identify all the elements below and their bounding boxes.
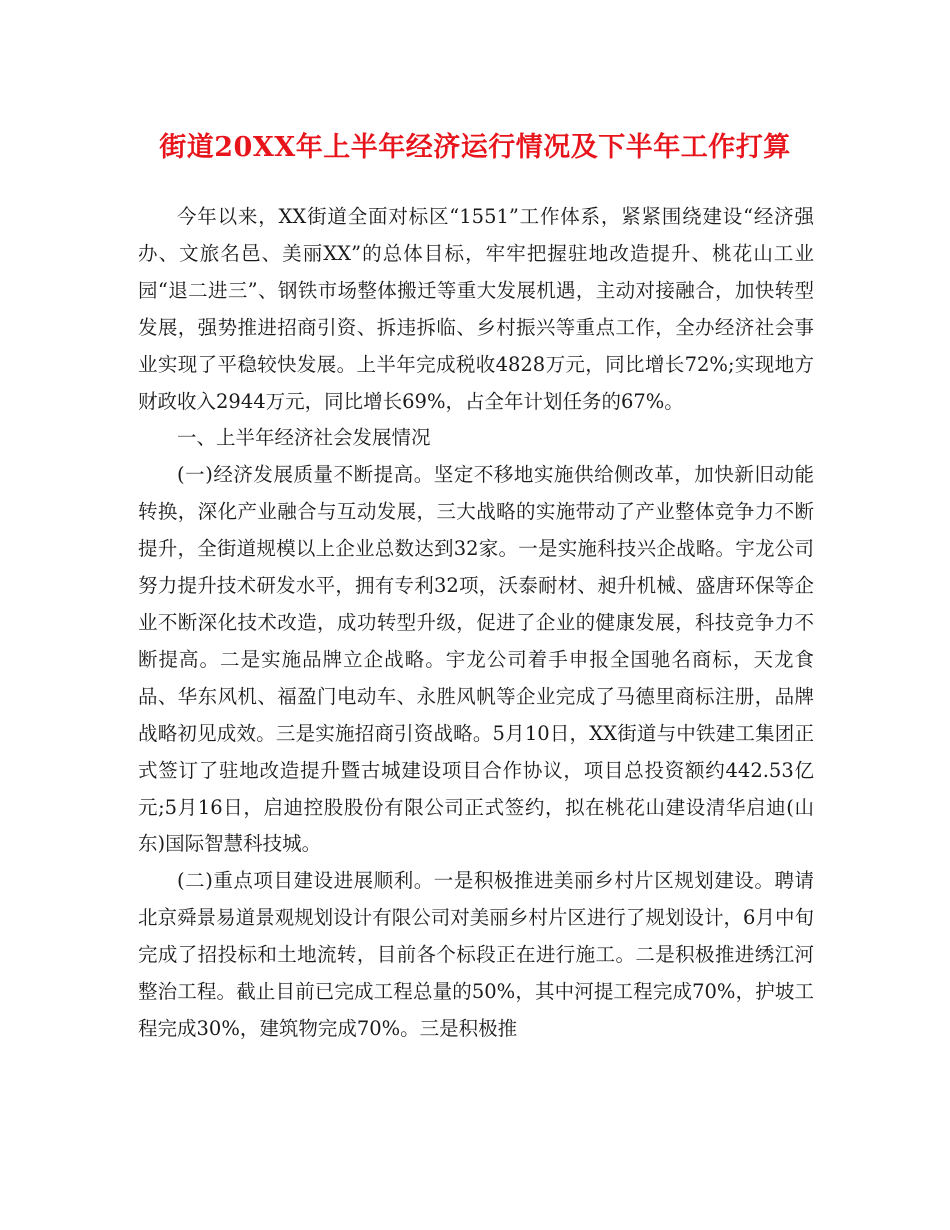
economy-paragraph: (一)经济发展质量不断提高。坚定不移地实施供给侧改革，加快新旧动能转换，深化产业融合与互动发展，三大战略的实施带动了产业整体竞争力不断提升，全街道规模以上企业总数达到32家。一是实施科技兴企战略。宇龙公司努力提升技术研发水平，拥有专利32项，沃泰耐材、昶升机械、盛唐环保等企业不断深化技术改造，成功转型升级，促进了企业的健康发展，科技竞争力不断提高。二是实施品牌立企战略。宇龙公司着手申报全国驰名商标，天龙食品、华东风机、福盈门电动车、永胜风帆等企业完成了马德里商标注册，品牌战略初见成效。三是实施招商引资战略。5月10日，XX街道与中铁建工集团正式签订了驻地改造提升暨古城建设项目合作协议，项目总投资额约442.53亿元;5月16日，启迪控股股份有限公司正式签约，拟在桃花山建设清华启迪(山东)国际智慧科技城。 [138, 463, 814, 856]
projects-paragraph: (二)重点项目建设进展顺利。一是积极推进美丽乡村片区规划建设。聘请北京舜景易道景观规划设计有限公司对美丽乡村片区进行了规划设计，6月中旬完成了招投标和土地流转，目前各个标段正在进行施工。二是积极推进绣江河整治工程。截止目前已完成工程总量的50%，其中河提工程完成70%，护坡工程完成30%，建筑物完成70%。三是积极推 [138, 869, 814, 1040]
section-heading: 一、上半年经济社会发展情况 [177, 426, 431, 450]
document-body [138, 199, 814, 1048]
intro-paragraph: 今年以来，XX街道全面对标区“1551”工作体系，紧紧围绕建设“经济强办、文旅名邑、美丽XX”的总体目标，牢牢把握驻地改造提升、桃花山工业园“退二进三”、钢铁市场整体搬迁等重大发展机遇，主动对接融合，加快转型发展，强势推进招商引资、拆违拆临、乡村振兴等重点工作，全办经济社会事业实现了平稳较快发展。上半年完成税收4828万元，同比增长72%;实现地方财政收入2944万元，同比增长69%，占全年计划任务的67%。 [138, 205, 814, 413]
document-title: 街道20XX年上半年经济运行情况及下半年工作打算 [159, 132, 791, 163]
